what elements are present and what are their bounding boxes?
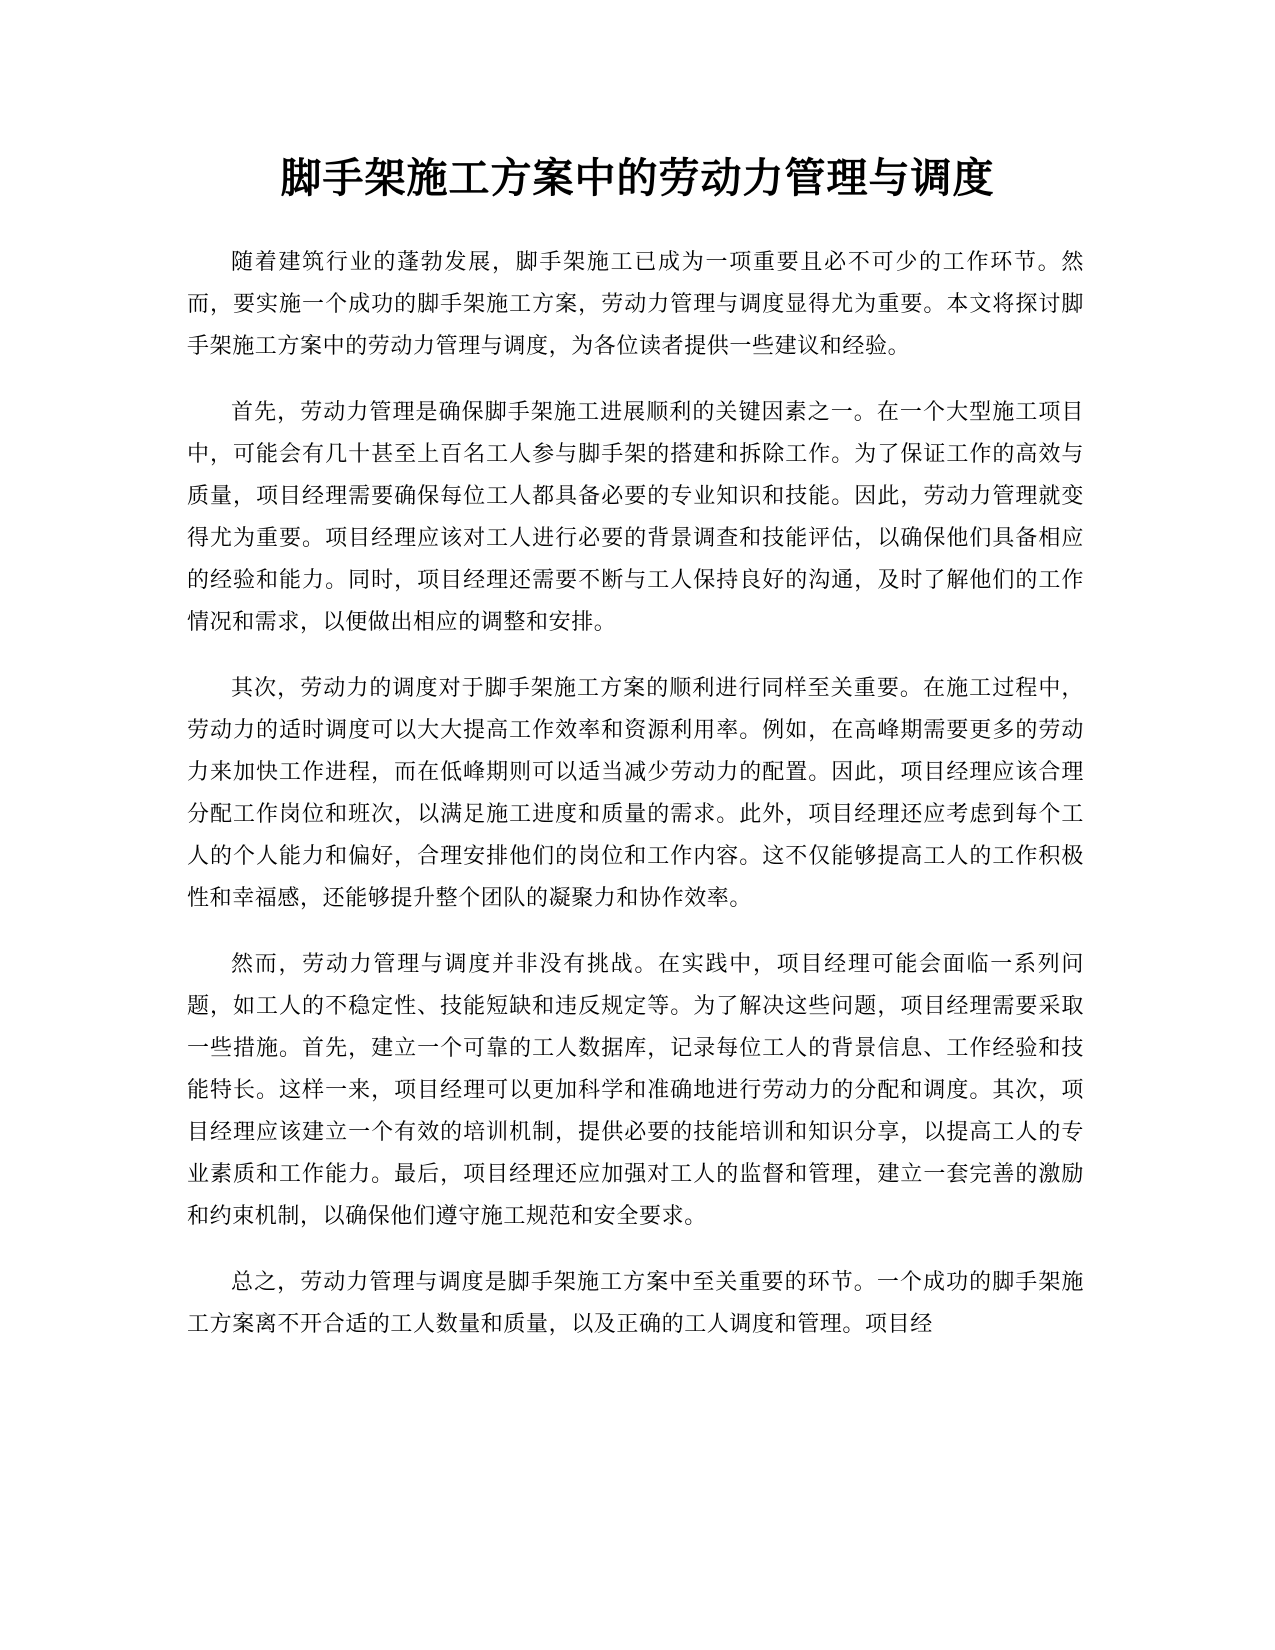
document-body bbox=[187, 242, 1084, 1370]
paragraph-labor-management: 首先，劳动力管理是确保脚手架施工进展顺利的关键因素之一。在一个大型施工项目中，可能会有几十甚至上百名工人参与脚手架的搭建和拆除工作。为了保证工作的高效与质量，项目经理需要确保每位工人都具备必要的专业知识和技能。因此，劳动力管理就变得尤为重要。项目经理应该对工人进行必要的背景调查和技能评估，以确保他们具备相应的经验和能力。同时，项目经理还需要不断与工人保持良好的沟通，及时了解他们的工作情况和需求，以便做出相应的调整和安排。 bbox=[187, 400, 1084, 635]
paragraph-challenges: 然而，劳动力管理与调度并非没有挑战。在实践中，项目经理可能会面临一系列问题，如工人的不稳定性、技能短缺和违反规定等。为了解决这些问题，项目经理需要采取一些措施。首先，建立一个可靠的工人数据库，记录每位工人的背景信息、工作经验和技能特长。这样一来，项目经理可以更加科学和准确地进行劳动力的分配和调度。其次，项目经理应该建立一个有效的培训机制，提供必要的技能培训和知识分享，以提高工人的专业素质和工作能力。最后，项目经理还应加强对工人的监督和管理，建立一套完善的激励和约束机制，以确保他们遵守施工规范和安全要求。 bbox=[187, 952, 1084, 1229]
paragraph-labor-scheduling: 其次，劳动力的调度对于脚手架施工方案的顺利进行同样至关重要。在施工过程中，劳动力的适时调度可以大大提高工作效率和资源利用率。例如，在高峰期需要更多的劳动力来加快工作进程，而在低峰期则可以适当减少劳动力的配置。因此，项目经理应该合理分配工作岗位和班次，以满足施工进度和质量的需求。此外，项目经理还应考虑到每个工人的个人能力和偏好，合理安排他们的岗位和工作内容。这不仅能够提高工人的工作积极性和幸福感，还能够提升整个团队的凝聚力和协作效率。 bbox=[187, 676, 1084, 911]
paragraph-conclusion: 总之，劳动力管理与调度是脚手架施工方案中至关重要的环节。一个成功的脚手架施工方案离不开合适的工人数量和质量，以及正确的工人调度和管理。项目经 bbox=[187, 1270, 1084, 1337]
paragraph-intro: 随着建筑行业的蓬勃发展，脚手架施工已成为一项重要且必不可少的工作环节。然而，要实施一个成功的脚手架施工方案，劳动力管理与调度显得尤为重要。本文将探讨脚手架施工方案中的劳动力管理与调度，为各位读者提供一些建议和经验。 bbox=[187, 250, 1084, 359]
document-title: 脚手架施工方案中的劳动力管理与调度 bbox=[280, 154, 995, 202]
